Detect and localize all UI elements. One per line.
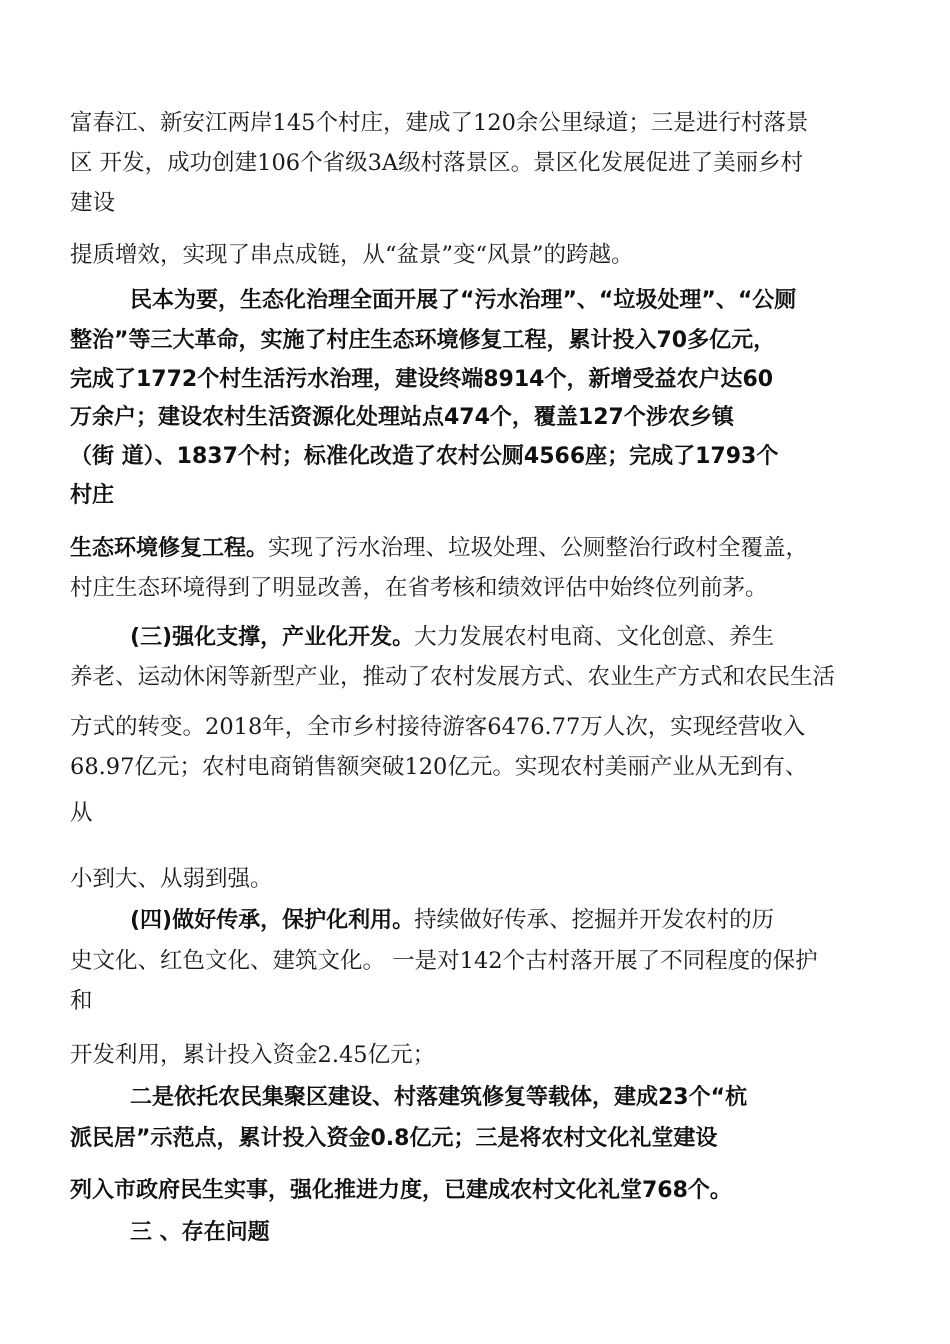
text-line: 区 开发，成功创建106个省级3A级村落景区。景区化发展促进了美丽乡村: [70, 150, 804, 176]
section-heading-3: [130, 622, 774, 653]
section-title: (三)强化支撑，产业化开发。: [130, 625, 415, 650]
text-line: 开发利用，累计投入资金2.45亿元；: [70, 1042, 436, 1068]
text-line-bold: 万余户；建设农村生活资源化处理站点474个，覆盖127个涉农乡镇: [70, 405, 734, 430]
text-line: 村庄生态环境得到了明显改善，在省考核和绩效评估中始终位列前茅。: [70, 575, 768, 601]
section-heading-main: 三 、存在问题: [130, 1220, 270, 1245]
text-line-bold: 派民居”示范点，累计投入资金0.8亿元；三是将农村文化礼堂建设: [70, 1126, 718, 1151]
text-line: 和: [70, 988, 93, 1014]
text-line: 提质增效，实现了串点成链，从“盆景”变“风景”的跨越。: [70, 242, 634, 268]
text-line: 养老、运动休闲等新型产业，推动了农村发展方式、农业生产方式和农民生活: [70, 664, 836, 690]
text-line-bold: 村庄: [70, 483, 115, 508]
text-phrase: 持续做好传承、挖掘并开发农村的历: [414, 907, 775, 933]
text-line-bold: 完成了1772个村生活污水治理，建设终端8914个，新增受益农户达60: [70, 367, 774, 392]
text-line: 建设: [70, 190, 116, 216]
text-line: 68.97亿元；农村电商销售额突破120亿元。实现农村美丽产业从无到有、: [70, 754, 808, 780]
text-line-bold: 整治”等三大革命，实施了村庄生态环境修复工程，累计投入70多亿元，: [70, 328, 776, 353]
text-line-bold: 列入市政府民生实事，强化推进力度，已建成农村文化礼堂768个。: [70, 1178, 732, 1203]
text-line-mixed: [70, 533, 808, 564]
section-title: (四)做好传承，保护化利用。: [130, 908, 415, 933]
text-line: 小到大、从弱到强。: [70, 866, 273, 892]
text-phrase: 实现了污水治理、垃圾处理、公厕整治行政村全覆盖，: [268, 535, 809, 561]
bold-phrase: 生态环境修复工程。: [70, 536, 269, 561]
text-line: 史文化、红色文化、建筑文化。 一是对142个古村落开展了不同程度的保护: [70, 948, 818, 974]
text-line: 从: [70, 800, 93, 826]
section-heading-4: [130, 905, 774, 936]
text-line-bold: 二是依托农民集聚区建设、村落建筑修复等载体，建成23个“杭: [130, 1085, 748, 1110]
text-line-bold: 民本为要，生态化治理全面开展了“污水治理”、“垃圾处理”、“公厕: [130, 288, 797, 313]
text-phrase: 大力发展农村电商、文化创意、养生: [414, 624, 775, 650]
text-line: 富春江、新安江两岸145个村庄，建成了120余公里绿道；三是进行村落景: [70, 110, 809, 136]
text-line: 方式的转变。2018年，全市乡村接待游客6476.77万人次，实现经营收入: [70, 714, 806, 740]
text-line-bold: （街 道）、1837个村；标准化改造了农村公厕4566座；完成了1793个: [70, 444, 779, 469]
